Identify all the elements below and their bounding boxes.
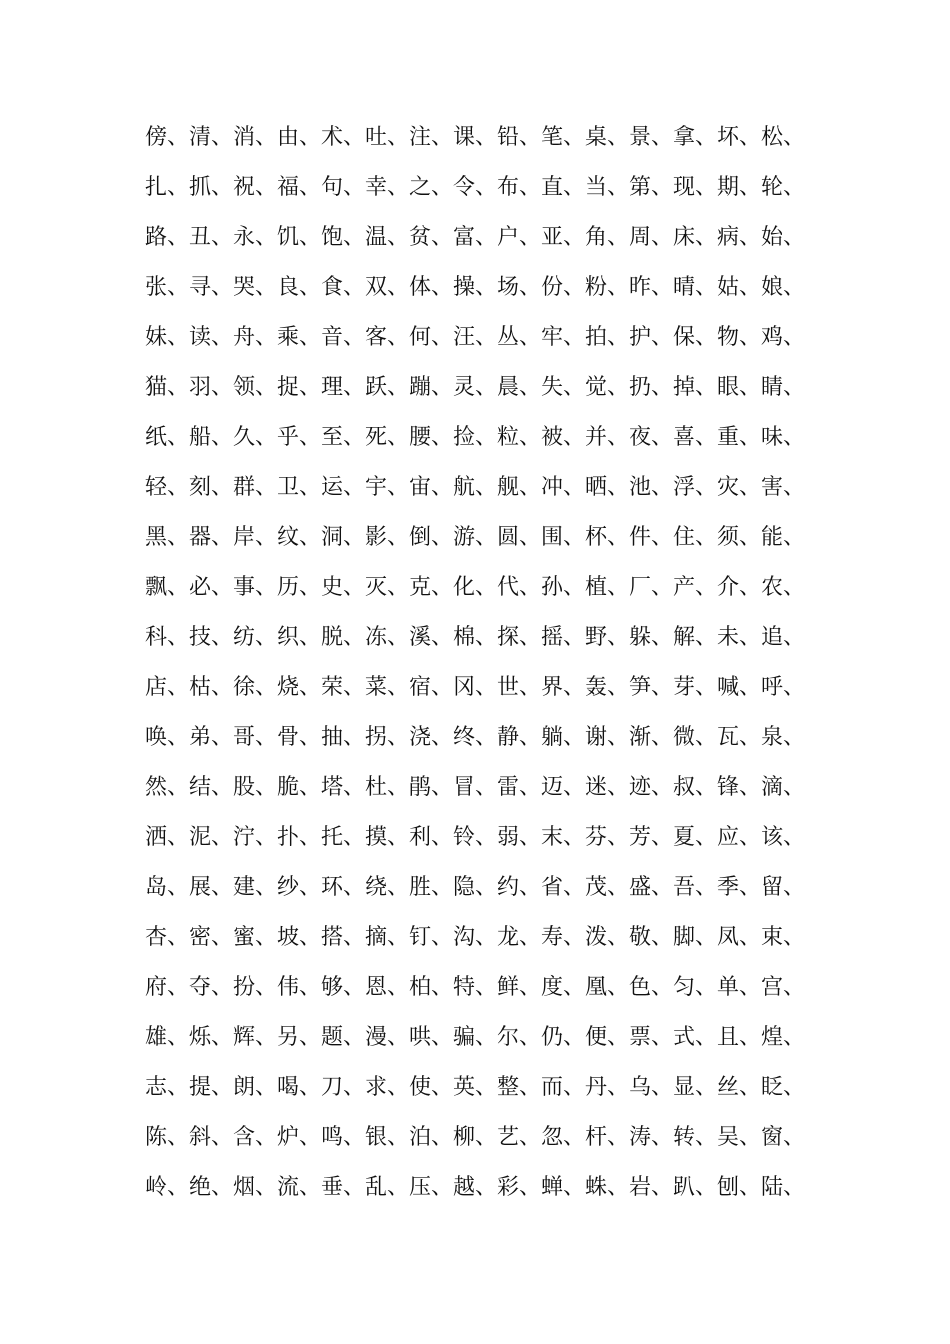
text-line: 店、枯、徐、烧、荣、菜、宿、冈、世、界、轰、笋、芽、喊、呼、 (145, 675, 806, 700)
text-line: 志、提、朗、喝、刀、求、使、英、整、而、丹、乌、显、丝、眨、 (145, 1075, 806, 1100)
text-line: 张、寻、哭、良、食、双、体、操、场、份、粉、昨、晴、姑、娘、 (145, 275, 806, 300)
text-line: 科、技、纺、织、脱、冻、溪、棉、探、摇、野、躲、解、未、追、 (145, 625, 806, 650)
text-line: 府、夺、扮、伟、够、恩、柏、特、鲜、度、凰、色、匀、单、宫、 (145, 975, 806, 1000)
character-list (145, 113, 825, 1213)
text-line: 飘、必、事、历、史、灭、克、化、代、孙、植、厂、产、介、农、 (145, 575, 806, 600)
text-line: 杏、密、蜜、坡、搭、摘、钉、沟、龙、寿、泼、敬、脚、凤、束、 (145, 925, 806, 950)
text-line: 陈、斜、含、炉、鸣、银、泊、柳、艺、忽、杆、涛、转、吴、窗、 (145, 1125, 806, 1150)
text-line: 轻、刻、群、卫、运、宇、宙、航、舰、冲、晒、池、浮、灾、害、 (145, 475, 806, 500)
text-line: 扎、抓、祝、福、句、幸、之、令、布、直、当、第、现、期、轮、 (145, 175, 806, 200)
text-line: 猫、羽、领、捉、理、跃、蹦、灵、晨、失、觉、扔、掉、眼、睛、 (145, 375, 806, 400)
text-line: 洒、泥、泞、扑、托、摸、利、铃、弱、末、芬、芳、夏、应、该、 (145, 825, 806, 850)
text-line: 妹、读、舟、乘、音、客、何、汪、丛、牢、拍、护、保、物、鸡、 (145, 325, 806, 350)
text-line: 傍、清、消、由、术、吐、注、课、铅、笔、桌、景、拿、坏、松、 (145, 125, 806, 150)
text-line: 黑、器、岸、纹、洞、影、倒、游、圆、围、杯、件、住、须、能、 (145, 525, 806, 550)
text-line: 唤、弟、哥、骨、抽、拐、浇、终、静、躺、谢、渐、微、瓦、泉、 (145, 725, 806, 750)
text-line: 岛、展、建、纱、环、绕、胜、隐、约、省、茂、盛、吾、季、留、 (145, 875, 806, 900)
text-line: 岭、绝、烟、流、垂、乱、压、越、彩、蝉、蛛、岩、趴、刨、陆、 (145, 1175, 806, 1200)
text-line: 然、结、股、脆、塔、杜、鹃、冒、雷、迈、迷、迹、叔、锋、滴、 (145, 775, 806, 800)
text-line: 雄、烁、辉、另、题、漫、哄、骗、尔、仍、便、票、式、且、煌、 (145, 1025, 806, 1050)
text-line: 纸、船、久、乎、至、死、腰、捡、粒、被、并、夜、喜、重、味、 (145, 425, 806, 450)
text-line: 路、丑、永、饥、饱、温、贫、富、户、亚、角、周、床、病、始、 (145, 225, 806, 250)
